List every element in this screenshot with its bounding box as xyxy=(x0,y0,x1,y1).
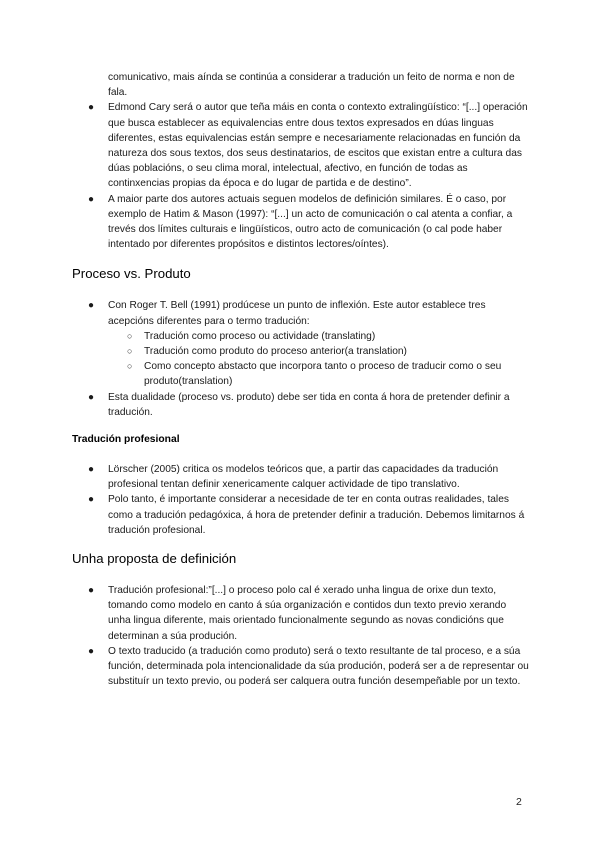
list-item-text: Esta dualidade (proceso vs. produto) debe ser tida en conta á hora de pretender definir a tradución. xyxy=(108,391,510,418)
proposta-list xyxy=(72,583,530,689)
list-item-text: Con Roger T. Bell (1991) prodúcese un punto de inflexión. Este autor establece tres acepcións diferentes para o termo tradución: xyxy=(108,300,486,327)
sub-list-item xyxy=(72,359,530,389)
bullet-icon: ● xyxy=(88,464,95,476)
sub-list-item-text: Como concepto abstacto que incorpora tanto o proceso de traducir como o seu produto(translation) xyxy=(144,361,502,388)
intro-list xyxy=(72,70,530,252)
sub-bullet-icon: ○ xyxy=(127,346,133,357)
list-item-text: O texto traducido (a tradución como produto) será o texto resultante de tal proceso, e a súa función, determinada pola intencionalidade da súa produción, poderá ser a de representar ou substituír un texto previo, ou poderá ser calquera outra función desempeñable por un texto. xyxy=(108,645,529,688)
list-item xyxy=(72,583,530,644)
list-item xyxy=(72,492,530,538)
sub-list-item xyxy=(72,344,530,359)
bullet-icon: ● xyxy=(88,645,95,657)
bullet-icon: ● xyxy=(88,585,95,597)
section-heading-proceso: Proceso vs. Produto xyxy=(72,266,191,282)
page-content xyxy=(72,70,530,690)
list-item-text: Tradución profesional:”[...] o proceso polo cal é xerado unha lingua de orixe dun texto, tomando como modelo en canto á súa organización e contidos dun texto previo xerando unha lingua diferente, mais orientado funcionalmente segundo as novas condicións que determinan a súa produción. xyxy=(108,585,507,642)
list-item-text: Polo tanto, é importante considerar a necesidade de ter en conta outras realidades, tales como a tradución pedagóxica, á hora de pretender definir a tradución. Debemos limitarnos á tradución profesional. xyxy=(108,494,525,536)
bullet-icon: ● xyxy=(88,193,95,205)
continuation-text: comunicativo, mais aínda se continúa a considerar a tradución un feito de norma e non de fala. xyxy=(108,72,515,99)
sub-bullet-icon: ○ xyxy=(127,361,133,372)
section-heading-tradprof: Tradución profesional xyxy=(72,434,180,446)
list-item-text: A maior parte dos autores actuais seguen modelos de definición similares. É o caso, por exemplo de Hatim & Mason (1997): “[...] un acto de comunicación o cal atenta a confiar, a trevés dos límites culturais e lingüísticos, outro acto de comunicación (o cal pode haber intentado por diferentes propósitos e distintos lectores/oíntes). xyxy=(108,193,513,251)
list-item xyxy=(72,644,530,690)
list-item-text: Edmond Cary será o autor que teña máis en conta o contexto extralingüístico: “[...] operación que busca establecer as equivalencias entre dous textos expresados en dúas linguas diferentes, estas equivalencias están sempre e necesariamente relacionadas en función da natureza dos sous textos, dos seus destinatarios, de escitos que existan entre a cultura das dúas poblacións, o seu clima moral, intelectual, afectivo, en función de todas as continxencias propias da época e do lugar de partida e de destino”. xyxy=(108,102,528,190)
bullet-icon: ● xyxy=(88,300,95,312)
bullet-icon: ● xyxy=(88,391,95,403)
list-item xyxy=(72,390,530,420)
bullet-icon: ● xyxy=(88,494,95,506)
proceso-list xyxy=(72,298,530,420)
list-item xyxy=(72,298,530,389)
list-item xyxy=(72,462,530,492)
sub-list-item xyxy=(72,329,530,344)
bullet-icon: ● xyxy=(88,102,95,114)
sub-list xyxy=(72,329,530,390)
sub-list-item-text: Tradución como proceso ou actividade (translating) xyxy=(144,330,376,342)
list-item xyxy=(72,192,530,253)
sub-list-item-text: Tradución como produto do proceso anterior(a translation) xyxy=(144,346,407,358)
section-heading-proposta: Unha proposta de definición xyxy=(72,551,237,567)
page-number: 2 xyxy=(516,796,522,808)
list-item xyxy=(72,100,530,191)
tradprof-list xyxy=(72,462,530,538)
sub-bullet-icon: ○ xyxy=(127,330,133,341)
list-item-text: Lörscher (2005) critica os modelos teóricos que, a partir das capacidades da tradución profesional tentan definir xenericamente calquer actividade de tipo translativo. xyxy=(108,464,499,491)
